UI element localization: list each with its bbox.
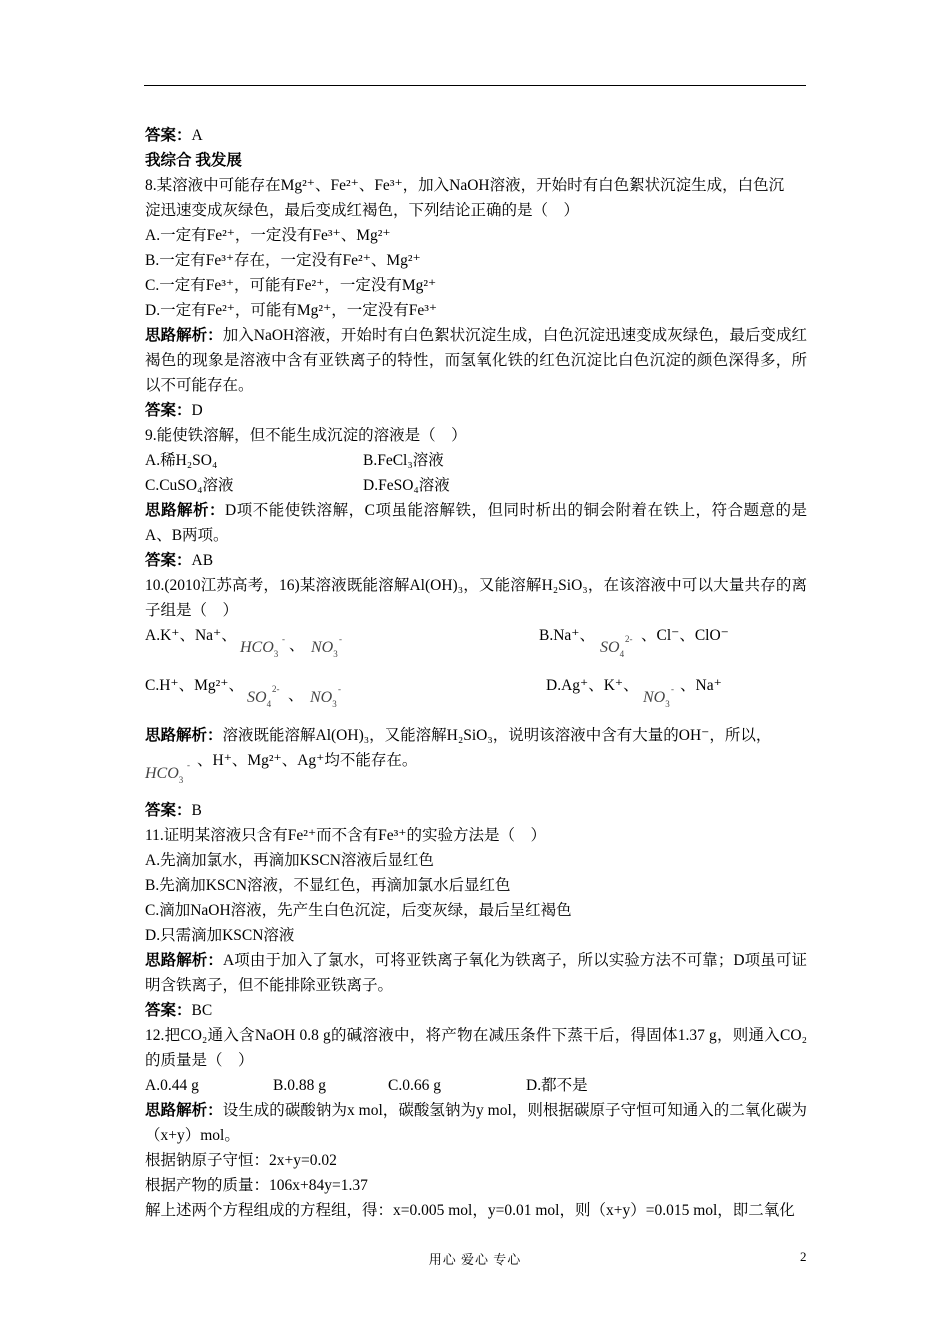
q11-stem: 11.证明某溶液只含有Fe²⁺而不含有Fe³⁺的实验方法是（ ）: [145, 827, 546, 844]
q12-sodium-conservation: 根据钠原子守恒：2x+y=0.02: [145, 1152, 337, 1169]
analysis-label: 思路解析：: [145, 1102, 223, 1119]
ion-so4: [600, 634, 633, 662]
ion-sub: 3: [273, 649, 279, 659]
section-heading: 我综合 我发展: [145, 152, 242, 169]
q12-analysis: [145, 1098, 807, 1148]
answer-value: D: [191, 402, 203, 419]
analysis-text: 设生成的碳酸钠为x mol，碳酸氢钠为y mol，则根据碳原子守恒可知通入的二氧化碳为（x+y）mol。: [145, 1102, 807, 1144]
q10-analysis-line2: [145, 748, 807, 798]
q10-option-c-prefix: C.H⁺、Mg²⁺、: [145, 677, 244, 694]
analysis-label: 思路解析：: [145, 952, 223, 969]
q8-option-d: D.一定有Fe²⁺，可能有Mg²⁺，一定没有Fe³⁺: [145, 302, 438, 319]
ion-hco3-symbol: HCO: [145, 765, 179, 782]
q10-option-a: [145, 623, 237, 648]
q10-option-d-prefix: D.Ag⁺、K⁺、: [546, 677, 639, 694]
analysis-text: 、H⁺、Mg²⁺、Ag⁺均不能存在。: [197, 752, 418, 769]
ion-sub: 3: [333, 649, 338, 659]
answer-value: B: [191, 802, 202, 819]
q8-answer: [145, 398, 807, 423]
q10-options-row2: [145, 673, 807, 723]
q12-mass-equation: 根据产物的质量：106x+84y=1.37: [145, 1177, 368, 1194]
q11-option-c: C.滴加NaOH溶液，先产生白色沉淀，后变灰绿，最后呈红褐色: [145, 902, 572, 919]
q8-option-a: A.一定有Fe²⁺，一定没有Fe³⁺、Mg²⁺: [145, 227, 391, 244]
page-number: 2: [800, 1249, 807, 1264]
answer-value: BC: [191, 1002, 213, 1019]
ion-no3: [311, 634, 342, 662]
ion-charge: -: [282, 634, 285, 644]
q12-solution: 解上述两个方程组成的方程组，得：x=0.005 mol，y=0.01 mol，则（x+y）=0.015 mol，即二氧化: [145, 1202, 795, 1219]
q11-option-b: B.先滴加KSCN溶液，不显红色，再滴加氯水后显红色: [145, 877, 511, 894]
page-footer: 用心 爱心 专心: [428, 1252, 522, 1267]
ion-so4: [247, 684, 280, 712]
q11-option-a: A.先滴加氯水，再滴加KSCN溶液后显红色: [145, 852, 434, 869]
separator: 、: [288, 687, 304, 704]
ion-charge: -: [187, 760, 190, 770]
answer-label: 答案：: [145, 127, 192, 144]
ion-sub: 4: [619, 649, 625, 659]
answer-value: AB: [191, 552, 214, 569]
q10-analysis-line1: [145, 723, 807, 748]
q10-stem: 10.(2010江苏高考，16)某溶液既能溶解Al(OH)₃，又能溶解H₂SiO₃，在该溶液中可以大量共存的离子组是（ ）: [145, 577, 807, 619]
ion-hco3-symbol: HCO: [240, 639, 274, 656]
ion-no3-symbol: NO: [310, 689, 333, 706]
ion-charge: -: [339, 634, 342, 644]
ion-no3-symbol: NO: [311, 639, 334, 656]
q10-option-d-suffix: 、Na⁺: [680, 677, 722, 694]
ion-sub: 3: [178, 775, 184, 785]
header-rule: [144, 85, 806, 86]
q9-options-row1: [145, 448, 807, 473]
answer-label: 答案：: [145, 802, 192, 819]
q8-analysis: [145, 323, 807, 398]
analysis-text: 加入NaOH溶液，开始时有白色絮状沉淀生成，白色沉淀迅速变成灰绿色，最后变成红褐色的现象是溶液中含有亚铁离子的特性，而氢氧化铁的红色沉淀比白色沉淀的颜色深得多，所以不可能存在。: [145, 327, 807, 394]
q9-option-a: A.稀H₂SO₄: [145, 452, 218, 469]
ion-no3: [643, 684, 674, 712]
ion-hco3: [145, 760, 190, 788]
answer-line-q7: [145, 123, 807, 148]
ion-sub: 4: [266, 699, 272, 709]
q8-stem-line1: 8.某溶液中可能存在Mg²⁺、Fe²⁺、Fe³⁺，加入NaOH溶液，开始时有白色絮状沉淀生成，白色沉: [145, 177, 785, 194]
answer-label: 答案：: [145, 552, 192, 569]
q12-option-a: A.0.44 g: [145, 1077, 199, 1094]
analysis-label: 思路解析：: [145, 727, 223, 744]
ion-charge: -: [338, 684, 341, 694]
separator: 、: [289, 637, 305, 654]
q9-stem: 9.能使铁溶解，但不能生成沉淀的溶液是（ ）: [145, 427, 467, 444]
q9-option-c: C.CuSO₄溶液: [145, 477, 234, 494]
answer-label: 答案：: [145, 402, 192, 419]
q10-answer: [145, 798, 807, 823]
analysis-label: 思路解析：: [145, 502, 225, 519]
q12-option-d: D.都不是: [526, 1077, 588, 1094]
answer-label: 答案：: [145, 1002, 192, 1019]
q12-options: [145, 1073, 807, 1098]
ion-sub: 3: [332, 699, 337, 709]
ion-so4-symbol: SO: [600, 639, 620, 656]
answer-value: A: [191, 127, 203, 144]
analysis-text: D项不能使铁溶解，C项虽能溶解铁，但同时析出的铜会附着在铁上，符合题意的是A、B两项。: [145, 502, 807, 544]
q8-option-b: B.一定有Fe³⁺存在，一定没有Fe²⁺、Mg²⁺: [145, 252, 421, 269]
q9-options-row2: [145, 473, 807, 498]
ion-sub: 3: [665, 699, 670, 709]
q9-answer: [145, 548, 807, 573]
q12-option-c: C.0.66 g: [388, 1077, 441, 1094]
ion-charge: -: [671, 684, 674, 694]
ion-no3: [310, 684, 341, 712]
q11-option-d: D.只需滴加KSCN溶液: [145, 927, 295, 944]
q8-option-c: C.一定有Fe³⁺，可能有Fe²⁺，一定没有Mg²⁺: [145, 277, 437, 294]
q10-options-row1: [145, 623, 807, 673]
q9-option-d: D.FeSO₄溶液: [363, 477, 450, 494]
ion-charge: 2-: [625, 634, 633, 644]
analysis-label: 思路解析：: [145, 327, 223, 344]
ion-charge: 2-: [272, 684, 280, 694]
ion-hco3: [240, 634, 285, 662]
q11-analysis: [145, 948, 807, 998]
q9-option-b: B.FeCl₃溶液: [363, 452, 444, 469]
q8-stem-line2: 淀迅速变成灰绿色，最后变成红褐色，下列结论正确的是（ ）: [145, 202, 580, 219]
ion-so4-symbol: SO: [247, 689, 267, 706]
q10-option-a-prefix: A.K⁺、Na⁺、: [145, 627, 237, 644]
q11-answer: [145, 998, 807, 1023]
q10-option-b-prefix: B.Na⁺、: [539, 627, 595, 644]
ion-no3-symbol: NO: [643, 689, 666, 706]
q12-stem: 12.把CO₂通入含NaOH 0.8 g的碱溶液中，将产物在减压条件下蒸干后，得固体1.37 g，则通入CO₂的质量是（ ）: [145, 1027, 807, 1069]
q10-option-b-suffix: 、Cl⁻、ClO⁻: [641, 627, 729, 644]
analysis-text: 溶液既能溶解Al(OH)₃，又能溶解H₂SiO₃，说明该溶液中含有大量的OH⁻，所以，: [222, 727, 772, 744]
analysis-text: A项由于加入了氯水，可将亚铁离子氧化为铁离子，所以实验方法不可靠；D项虽可证明含铁离子，但不能排除亚铁离子。: [145, 952, 807, 994]
q12-option-b: B.0.88 g: [273, 1077, 326, 1094]
q9-analysis: [145, 498, 807, 548]
document-body: [145, 123, 807, 1223]
